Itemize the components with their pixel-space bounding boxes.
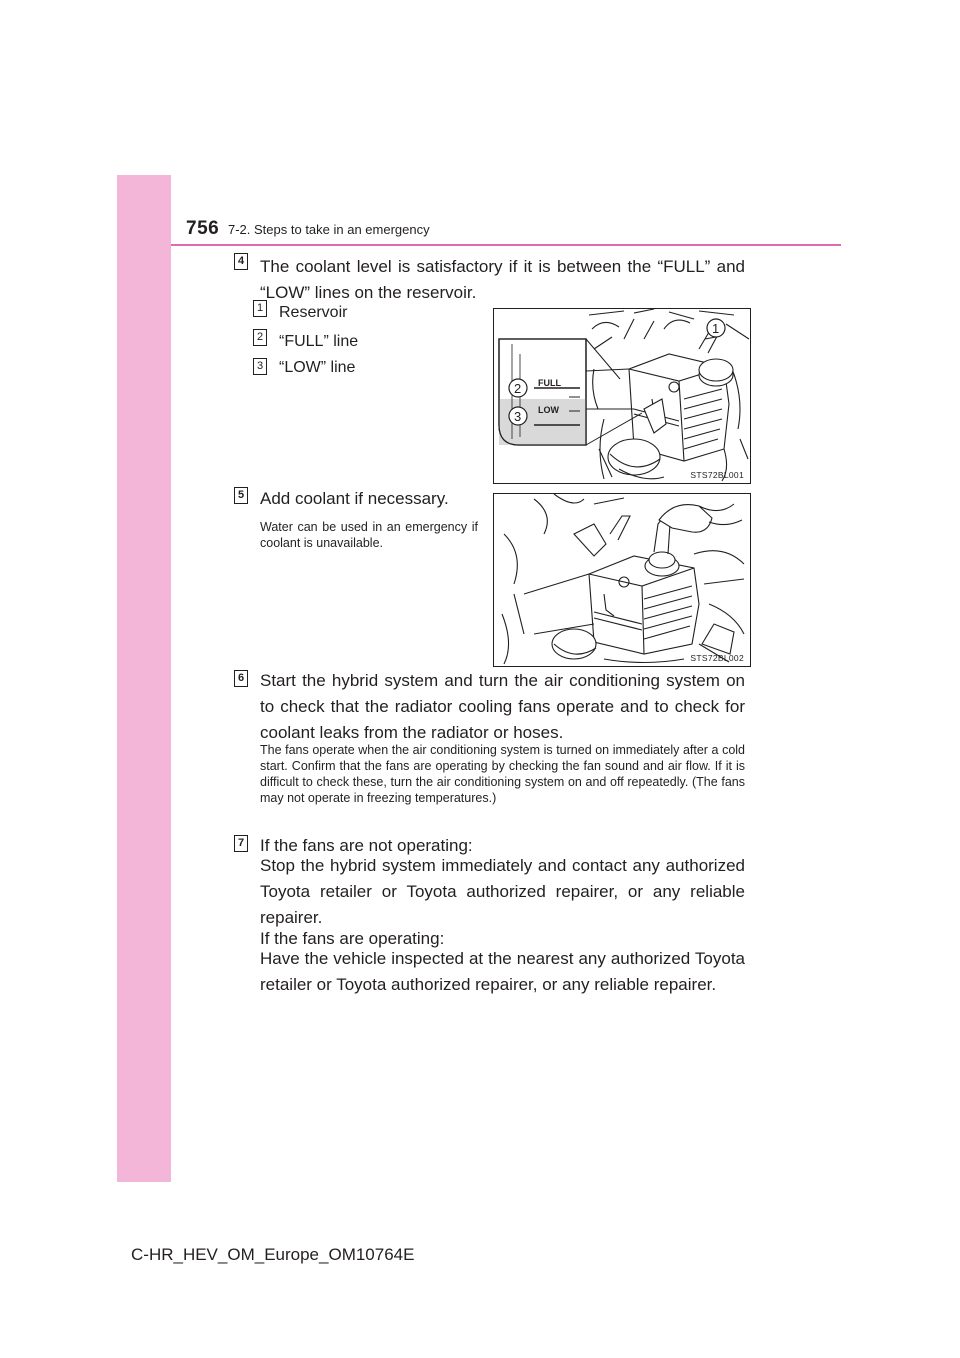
step-6-marker: 6 [234, 670, 248, 687]
add-coolant-figure [493, 493, 751, 667]
callout-1: 1 [712, 321, 720, 336]
figure-code: STS72BL001 [690, 470, 744, 480]
item-1-marker: 1 [253, 300, 267, 317]
page-number: 756 [186, 218, 220, 239]
step-7-text-a: Stop the hybrid system immediately and contact any authorized Toyota retailer or Toyota authorized repairer, or any reliable repairer. [260, 856, 745, 927]
callout-2: 2 [514, 381, 522, 396]
item-1-label: Reservoir [279, 304, 348, 321]
step-5-marker: 5 [234, 487, 248, 504]
header-rule [171, 244, 841, 246]
step-6-text: Start the hybrid system and turn the air conditioning system on to check that the radiator cooling fans operate and to check for coolant leaks from the radiator or hoses. [260, 671, 745, 742]
add-coolant-illustration [494, 494, 750, 666]
step-7-marker: 7 [234, 835, 248, 852]
section-title: 7-2. Steps to take in an emergency [228, 222, 430, 237]
step-7-heading-a: If the fans are not operating: [260, 836, 473, 855]
step-5-text: Add coolant if necessary. [260, 489, 449, 508]
full-marking: FULL [538, 378, 561, 388]
callout-3: 3 [514, 409, 522, 424]
step-6-note: The fans operate when the air conditioning system is turned on immediately after a cold start. Confirm that the fans are operating by checking the fan sound and air flow. If it is difficult to check these, turn the air conditioning system on and off repeatedly. (The fans may not operate in freezing temperatures.) [260, 743, 745, 805]
step-4-text: The coolant level is satisfactory if it is between the “FULL” and “LOW” lines on the reservoir. [260, 257, 745, 302]
item-3-marker: 3 [253, 358, 267, 375]
step-5-note: Water can be used in an emergency if coolant is unavailable. [260, 520, 478, 550]
coolant-reservoir-illustration [494, 309, 750, 483]
step-4-marker: 4 [234, 253, 248, 270]
item-2-label: “FULL” line [279, 333, 359, 350]
item-3-label: “LOW” line [279, 359, 356, 376]
low-marking: LOW [538, 405, 559, 415]
sidebar-tab [117, 175, 171, 1182]
figure-code: STS72BL002 [690, 653, 744, 663]
item-2-marker: 2 [253, 329, 267, 346]
step-7-heading-b: If the fans are operating: [260, 929, 445, 948]
reservoir-level-figure [493, 308, 751, 484]
step-7-text-b: Have the vehicle inspected at the nearest any authorized Toyota retailer or Toyota authorized repairer, or any reliable repairer. [260, 949, 745, 994]
document-code: C-HR_HEV_OM_Europe_OM10764E [131, 1245, 415, 1264]
